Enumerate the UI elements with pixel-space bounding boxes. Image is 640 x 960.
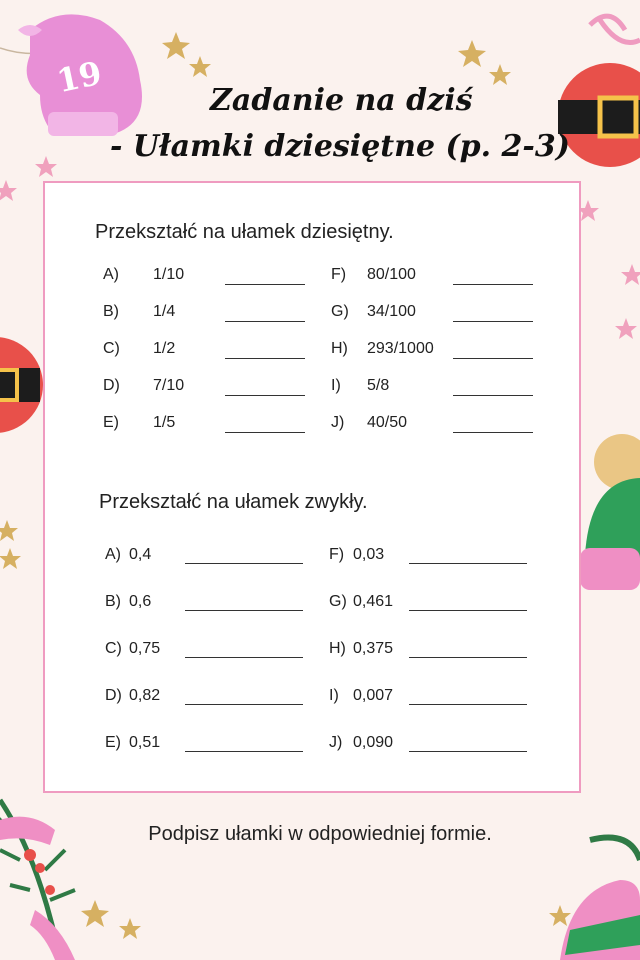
- exercise-value: 0,375: [353, 640, 394, 657]
- answer-blank[interactable]: [453, 432, 533, 433]
- exercise-value: 0,6: [129, 593, 152, 610]
- exercise-letter: F): [329, 546, 345, 563]
- exercise-value: 1/2: [153, 340, 176, 357]
- calendar-day-number: 19: [53, 53, 105, 101]
- exercise-letter: H): [329, 640, 346, 657]
- answer-blank[interactable]: [453, 284, 533, 285]
- exercise-letter: C): [103, 340, 120, 357]
- answer-blank[interactable]: [225, 321, 305, 322]
- christmas-bell-icon: [560, 838, 640, 960]
- title-line-1: Zadanie na dziś: [210, 83, 473, 118]
- exercise-letter: G): [329, 593, 347, 610]
- exercise-value: 34/100: [367, 303, 416, 320]
- page-title: [110, 78, 570, 170]
- section1-heading: Przekształć na ułamek dziesiętny.: [95, 221, 394, 243]
- answer-blank[interactable]: [453, 358, 533, 359]
- exercise-letter: I): [331, 377, 341, 394]
- answer-blank[interactable]: [185, 751, 303, 752]
- exercise-value: 0,090: [353, 734, 394, 751]
- answer-blank[interactable]: [453, 321, 533, 322]
- exercise-letter: I): [329, 687, 339, 704]
- title-line-2: - Ułamki dziesiętne (p. 2-3): [110, 129, 570, 164]
- exercise-value: 40/50: [367, 414, 408, 431]
- exercise-value: 80/100: [367, 266, 416, 283]
- answer-blank[interactable]: [225, 284, 305, 285]
- exercise-letter: E): [103, 414, 119, 431]
- exercise-letter: C): [105, 640, 122, 657]
- exercise-value: 0,007: [353, 687, 394, 704]
- exercise-letter: J): [329, 734, 343, 751]
- exercise-value: 0,03: [353, 546, 385, 563]
- answer-blank[interactable]: [409, 610, 527, 611]
- exercise-value: 293/1000: [367, 340, 434, 357]
- exercise-value: 7/10: [153, 377, 185, 394]
- exercise-letter: B): [105, 593, 121, 610]
- answer-blank[interactable]: [225, 358, 305, 359]
- answer-blank[interactable]: [409, 657, 527, 658]
- section2-heading: Przekształć na ułamek zwykły.: [99, 491, 368, 513]
- exercise-value: 0,51: [129, 734, 161, 751]
- exercise-value: 0,4: [129, 546, 152, 563]
- answer-blank[interactable]: [225, 432, 305, 433]
- answer-blank[interactable]: [185, 704, 303, 705]
- answer-blank[interactable]: [453, 395, 533, 396]
- exercise-letter: G): [331, 303, 349, 320]
- ornament-left-icon: [0, 337, 43, 433]
- exercise-value: 5/8: [367, 377, 390, 394]
- answer-blank[interactable]: [185, 610, 303, 611]
- exercise-letter: A): [103, 266, 119, 283]
- exercise-value: 0,461: [353, 593, 394, 610]
- answer-blank[interactable]: [185, 657, 303, 658]
- exercise-letter: D): [105, 687, 122, 704]
- exercise-letter: J): [331, 414, 345, 431]
- answer-blank[interactable]: [225, 395, 305, 396]
- exercise-letter: E): [105, 734, 121, 751]
- answer-blank[interactable]: [409, 563, 527, 564]
- answer-blank[interactable]: [409, 751, 527, 752]
- answer-blank[interactable]: [409, 704, 527, 705]
- exercise-letter: D): [103, 377, 120, 394]
- exercise-letter: F): [331, 266, 347, 283]
- exercise-letter: B): [103, 303, 119, 320]
- exercise-letter: A): [105, 546, 121, 563]
- answer-blank[interactable]: [185, 563, 303, 564]
- exercise-value: 1/5: [153, 414, 176, 431]
- ornament-top-right-icon: [558, 16, 640, 167]
- exercise-letter: H): [331, 340, 348, 357]
- worksheet-card: [43, 181, 581, 793]
- exercise-value: 0,82: [129, 687, 161, 704]
- exercise-value: 1/10: [153, 266, 185, 283]
- winter-hat-icon: [580, 434, 640, 590]
- footer-instruction: Podpisz ułamki w odpowiedniej formie.: [148, 823, 492, 845]
- exercise-value: 1/4: [153, 303, 176, 320]
- exercise-value: 0,75: [129, 640, 161, 657]
